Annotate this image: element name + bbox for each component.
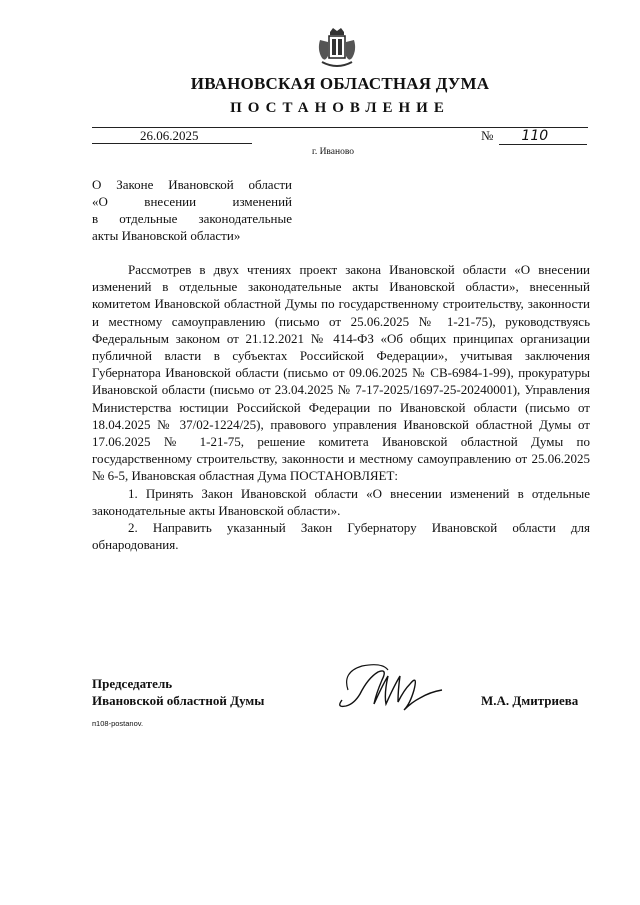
signer-name: М.А. Дмитриева	[481, 693, 579, 708]
organization-name: ИВАНОВСКАЯ ОБЛАСТНАЯ ДУМА	[190, 74, 490, 93]
body-paragraph-preamble: Рассмотрев в двух чтениях проект закона Ивановской области «О внесении изменений в отдельные законодательные акты Ивановской области», внесенный комитетом Ивановской областной Думы по государственному строительству, законности и местному самоуправлению (письмо от 25.06.2025 № 1-21-75), руководствуясь Федеральным законом от 21.12.2021 № 414-ФЗ «Об общих принципах организации публичной власти в субъектах Российской Федерации», учитывая заключения Губернатора Ивановской области (письмо от 09.06.2025 № СВ-6984-1-99), прокуратуры Ивановской области (письмо от 23.04.2025 № 7-17-2025/1697-25-20240001), Управления Министерства юстиции Российской Федерации по Ивановской области (письмо от 18.04.2025 № 37/02-1224/25), правового управления Ивановской областной Думы от 17.06.2025 № 1-21-75, решение комитета Ивановской областной Думы по государственному строительству, законности и местному самоуправлению от 25.06.2025 № 6-5, Ивановская областная Дума ПОСТАНОВЛЯЕТ:	[92, 262, 590, 484]
signer-position-line: Председатель	[92, 676, 173, 691]
file-reference: п108-postanov.	[92, 719, 144, 728]
document-subject	[92, 176, 292, 244]
document-type: ПОСТАНОВЛЕНИЕ	[230, 100, 450, 116]
coat-of-arms-icon	[316, 26, 358, 72]
document-number: 110	[499, 129, 587, 145]
subject-line: «О внесении изменений	[92, 194, 292, 209]
number-label: №	[481, 128, 494, 143]
city: г. Иваново	[312, 147, 355, 157]
signer-position	[92, 675, 264, 709]
handwritten-signature-icon	[338, 660, 448, 715]
signer-position-line: Ивановской областной Думы	[92, 693, 265, 708]
body-paragraph-item-2: 2. Направить указанный Закон Губернатору Ивановской области для обнародования.	[92, 520, 590, 553]
body-paragraph-item-1: 1. Принять Закон Ивановской области «О внесении изменений в отдельные законодательные акты Ивановской области».	[92, 485, 590, 518]
subject-line: акты Ивановской области»	[92, 228, 241, 243]
document-number-field	[481, 128, 587, 144]
document-date: 26.06.2025	[92, 128, 252, 144]
subject-line: О Законе Ивановской области	[92, 177, 292, 192]
document-body	[92, 261, 590, 553]
subject-line: в отдельные законодательные	[92, 211, 292, 226]
